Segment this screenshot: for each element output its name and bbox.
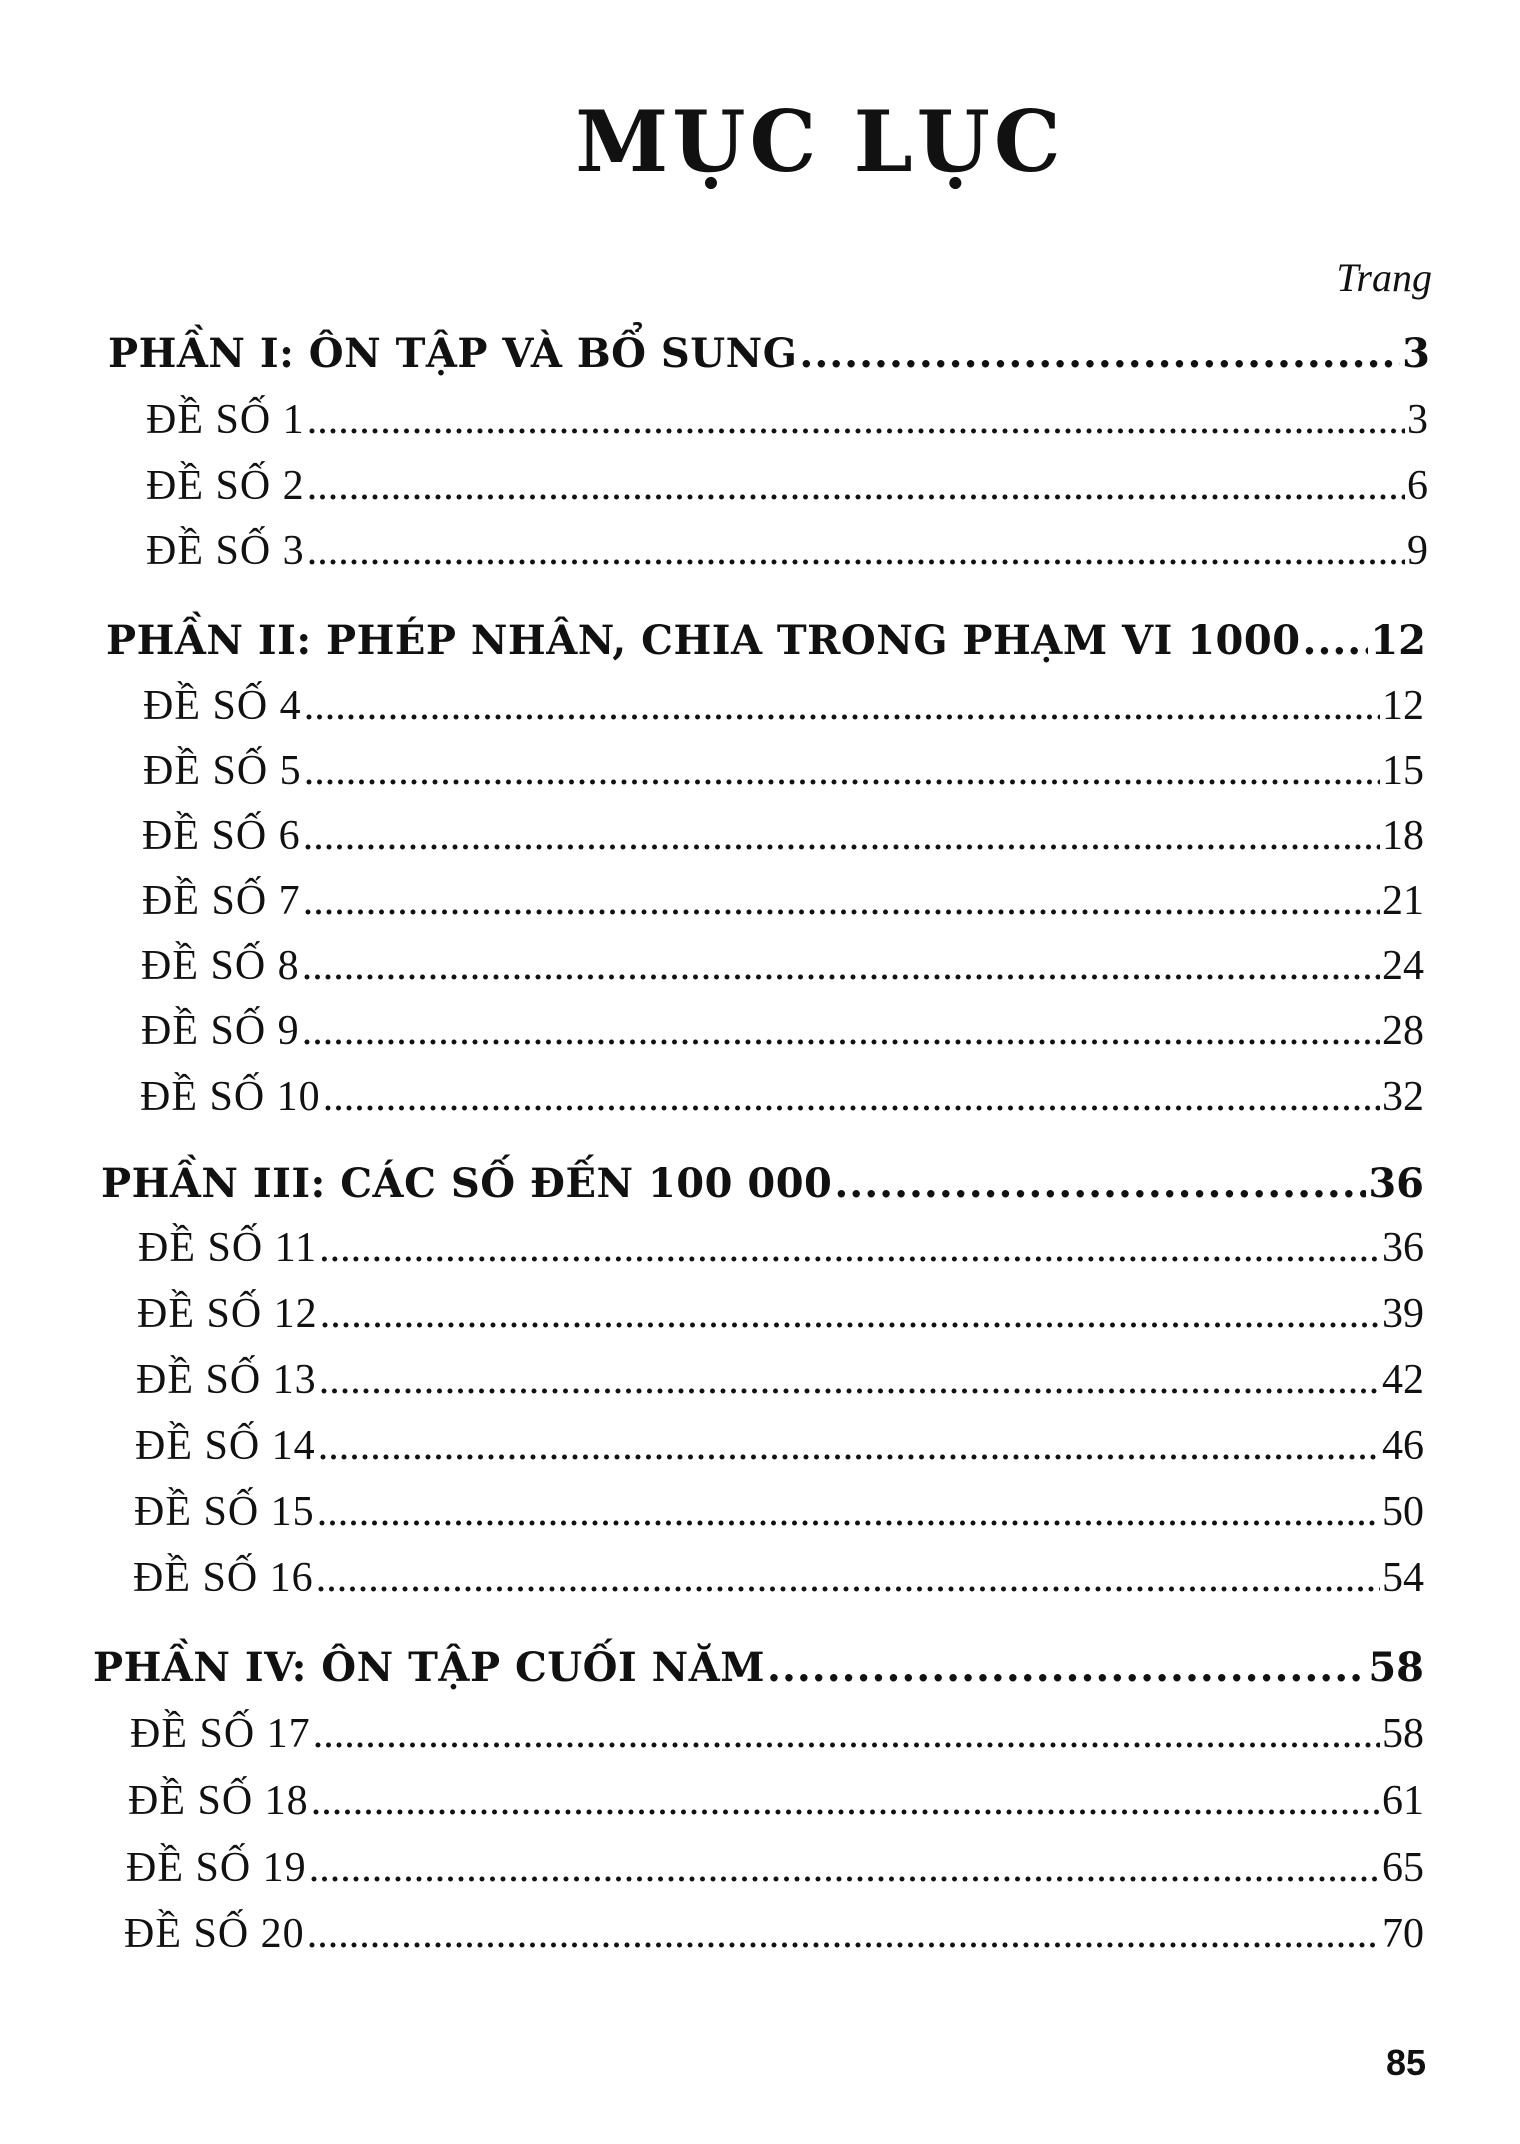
item-page: 42 xyxy=(1382,1357,1424,1403)
dot-leader xyxy=(1303,617,1369,664)
dot-leader xyxy=(317,1488,1380,1536)
page-column-header: Trang xyxy=(1336,255,1432,300)
item-page: 58 xyxy=(1382,1711,1424,1757)
item-title: ĐỀ SỐ 13 xyxy=(136,1357,317,1403)
item-page: 6 xyxy=(1407,463,1428,509)
section-title: PHẦN I: ÔN TẬP VÀ BỔ SUNG xyxy=(108,330,798,377)
toc-item[interactable] xyxy=(143,747,1424,795)
dot-leader xyxy=(311,1777,1380,1825)
toc-section-3[interactable] xyxy=(101,1160,1424,1207)
item-page: 46 xyxy=(1382,1423,1424,1469)
toc-item[interactable] xyxy=(142,877,1424,925)
item-page: 70 xyxy=(1382,1911,1424,1957)
item-title: ĐỀ SỐ 12 xyxy=(137,1291,318,1337)
toc-section-4[interactable] xyxy=(93,1644,1424,1691)
item-title: ĐỀ SỐ 2 xyxy=(146,463,305,509)
item-title: ĐỀ SỐ 6 xyxy=(142,813,301,859)
dot-leader xyxy=(303,812,1380,860)
item-page: 32 xyxy=(1382,1074,1424,1120)
section-title: PHẦN IV: ÔN TẬP CUỐI NĂM xyxy=(93,1644,766,1691)
item-page: 28 xyxy=(1382,1008,1424,1054)
dot-leader xyxy=(309,1844,1380,1892)
item-title: ĐỀ SỐ 18 xyxy=(128,1778,309,1824)
toc-item[interactable] xyxy=(128,1777,1424,1825)
item-title: ĐỀ SỐ 17 xyxy=(130,1711,311,1757)
item-page: 61 xyxy=(1382,1778,1424,1824)
item-page: 9 xyxy=(1407,528,1428,574)
item-page: 54 xyxy=(1382,1555,1424,1601)
toc-item[interactable] xyxy=(142,812,1424,860)
item-title: ĐỀ SỐ 4 xyxy=(143,683,302,729)
dot-leader xyxy=(302,942,1380,990)
dot-leader xyxy=(307,396,1405,444)
item-title: ĐỀ SỐ 9 xyxy=(141,1008,300,1054)
dot-leader xyxy=(313,1710,1380,1758)
dot-leader xyxy=(316,1554,1380,1602)
toc-item[interactable] xyxy=(124,1910,1424,1958)
toc-item[interactable] xyxy=(141,942,1424,990)
item-page: 15 xyxy=(1382,748,1424,794)
dot-leader xyxy=(320,1290,1380,1338)
item-page: 39 xyxy=(1382,1291,1424,1337)
item-title: ĐỀ SỐ 14 xyxy=(135,1423,316,1469)
dot-leader xyxy=(304,682,1380,730)
item-page: 65 xyxy=(1382,1845,1424,1891)
item-page: 36 xyxy=(1382,1225,1424,1271)
section-page: 12 xyxy=(1370,617,1426,664)
dot-leader xyxy=(303,877,1380,925)
item-title: ĐỀ SỐ 3 xyxy=(146,528,305,574)
toc-section-2[interactable] xyxy=(106,617,1426,664)
toc-section-1[interactable] xyxy=(108,330,1430,377)
dot-leader xyxy=(319,1356,1380,1404)
dot-leader xyxy=(323,1073,1380,1121)
page-number: 85 xyxy=(1385,2042,1426,2083)
dot-leader xyxy=(834,1160,1366,1207)
section-title: PHẦN III: CÁC SỐ ĐẾN 100 000 xyxy=(101,1160,833,1207)
item-page: 18 xyxy=(1382,813,1424,859)
toc-item[interactable] xyxy=(140,1073,1424,1121)
toc-item[interactable] xyxy=(146,396,1428,444)
toc-item[interactable] xyxy=(146,527,1428,575)
dot-leader xyxy=(318,1422,1380,1470)
item-title: ĐỀ SỐ 11 xyxy=(138,1225,318,1271)
item-title: ĐỀ SỐ 16 xyxy=(133,1555,314,1601)
section-page: 36 xyxy=(1368,1160,1424,1207)
dot-leader xyxy=(307,462,1405,510)
dot-leader xyxy=(319,1224,1380,1272)
section-page: 58 xyxy=(1368,1644,1424,1691)
item-title: ĐỀ SỐ 15 xyxy=(134,1489,315,1535)
item-page: 24 xyxy=(1382,943,1424,989)
item-title: ĐỀ SỐ 1 xyxy=(146,397,305,443)
toc-item[interactable] xyxy=(137,1290,1424,1338)
item-page: 21 xyxy=(1382,878,1424,924)
toc-item[interactable] xyxy=(146,462,1428,510)
item-page: 50 xyxy=(1382,1489,1424,1535)
toc-item[interactable] xyxy=(135,1422,1424,1470)
dot-leader xyxy=(799,330,1400,377)
page-title: MỤC LỤC xyxy=(575,92,1065,191)
toc-item[interactable] xyxy=(126,1844,1424,1892)
section-title: PHẦN II: PHÉP NHÂN, CHIA TRONG PHẠM VI 1000 xyxy=(106,617,1301,664)
item-title: ĐỀ SỐ 19 xyxy=(126,1845,307,1891)
item-page: 3 xyxy=(1407,397,1428,443)
item-title: ĐỀ SỐ 10 xyxy=(140,1074,321,1120)
dot-leader xyxy=(304,747,1380,795)
item-page: 12 xyxy=(1382,683,1424,729)
dot-leader xyxy=(307,527,1405,575)
toc-item[interactable] xyxy=(143,682,1424,730)
toc-item[interactable] xyxy=(133,1554,1424,1602)
dot-leader xyxy=(307,1910,1380,1958)
toc-item[interactable] xyxy=(136,1356,1424,1404)
section-page: 3 xyxy=(1402,330,1430,377)
item-title: ĐỀ SỐ 5 xyxy=(143,748,302,794)
toc-item[interactable] xyxy=(134,1488,1424,1536)
dot-leader xyxy=(767,1644,1366,1691)
toc-item[interactable] xyxy=(130,1710,1424,1758)
dot-leader xyxy=(302,1007,1380,1055)
item-title: ĐỀ SỐ 8 xyxy=(141,943,300,989)
toc-item[interactable] xyxy=(141,1007,1424,1055)
item-title: ĐỀ SỐ 7 xyxy=(142,878,301,924)
toc-item[interactable] xyxy=(138,1224,1424,1272)
item-title: ĐỀ SỐ 20 xyxy=(124,1911,305,1957)
